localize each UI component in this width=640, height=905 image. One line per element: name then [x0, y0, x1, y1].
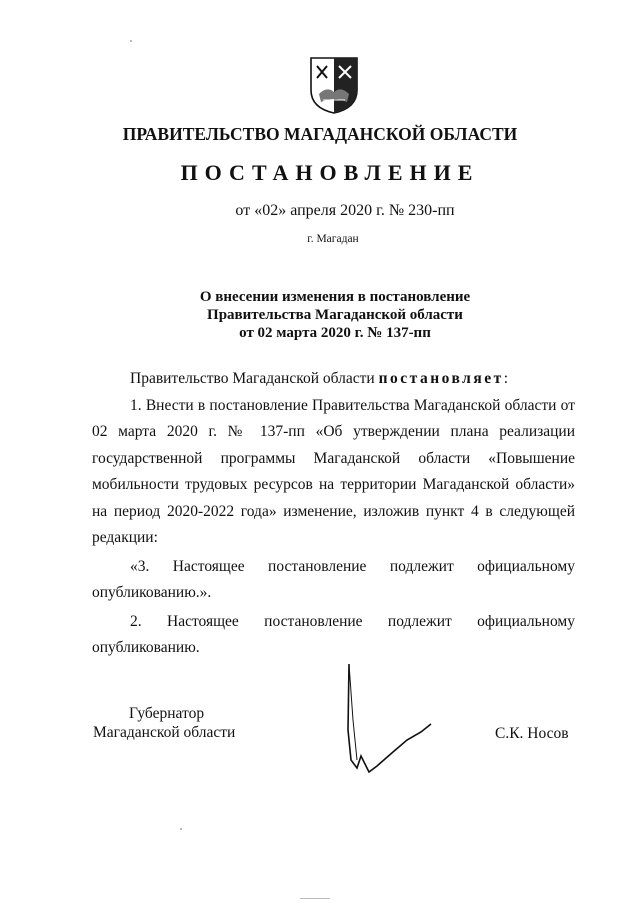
document-subject [0, 288, 640, 342]
decree-verb: постановляет [378, 370, 504, 387]
scan-speck [180, 828, 182, 830]
handwritten-signature [335, 660, 445, 785]
scan-speck [300, 898, 330, 899]
document-city: г. Магадан [307, 233, 359, 245]
coat-of-arms-icon [309, 56, 359, 114]
subject-line: от 02 марта 2020 г. № 137-пп [239, 325, 431, 341]
organization-title: ПРАВИТЕЛЬСТВО МАГАДАНСКОЙ ОБЛАСТИ [122, 124, 518, 144]
signatory-title [93, 704, 235, 742]
document-type: ПОСТАНОВЛЕНИЕ [180, 160, 480, 185]
intro-text: Правительство Магаданской области [130, 370, 379, 387]
subject-line: О внесении изменения в постановление [199, 289, 471, 305]
item-2-paragraph: 2. Настоящее постановление подлежит официальному опубликованию. [92, 612, 575, 656]
document-body [92, 366, 575, 662]
quoted-paragraph: «3. Настоящее постановление подлежит официальному опубликованию.». [92, 557, 575, 601]
scan-speck [130, 40, 132, 42]
signatory-name: С.К. Носов [495, 725, 569, 742]
intro-paragraph [92, 366, 575, 393]
subject-line: Правительства Магаданской области [207, 307, 463, 323]
item-1-paragraph: 1. Внести в постановление Правительства Магаданской области от 02 марта 2020 г. № 137-пп «Об утверждении плана реализации государственной программы Магаданской области «Повышение мобильности трудовых ресурсов на территории Магаданской области» на период 2020-2022 года» изменение, изложив пункт 4 в следующей редакции: [92, 396, 575, 546]
document-date-number: от «02» апреля 2020 г. № 230-пп [235, 202, 455, 219]
signatory-region: Магаданской области [93, 724, 236, 741]
intro-colon: : [503, 370, 509, 387]
signatory-position: Губернатор [129, 705, 205, 722]
